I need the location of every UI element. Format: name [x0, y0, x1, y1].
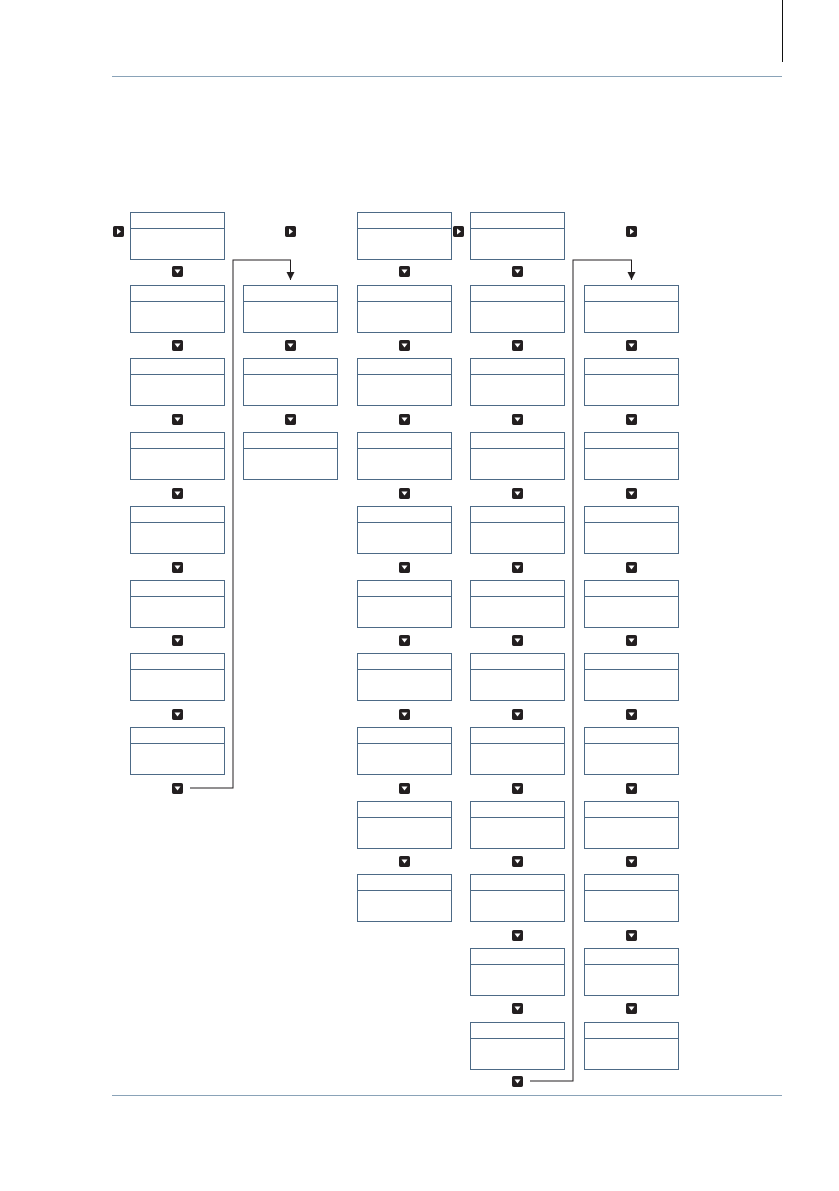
col-5-next-key-2	[626, 414, 637, 425]
col-4-display-screen-12	[470, 1022, 565, 1070]
col-1-display-screen-4	[130, 432, 225, 480]
display-divider	[585, 301, 678, 302]
display-divider	[471, 374, 564, 375]
col-3-next-key-8	[399, 783, 410, 794]
display-divider	[471, 596, 564, 597]
col-3-next-key-1	[399, 266, 410, 277]
col-4-next-key-5	[512, 562, 523, 573]
col-2-display-screen-1	[243, 285, 338, 333]
header-rule	[112, 76, 782, 77]
col-4-display-screen-5	[470, 506, 565, 554]
display-divider	[471, 964, 564, 965]
col-5-display-screen-1	[584, 285, 679, 333]
col-1-next-key-3	[172, 414, 183, 425]
col-5-display-screen-2	[584, 358, 679, 406]
col-1-display-screen-7	[130, 653, 225, 701]
display-divider	[471, 743, 564, 744]
col-3-display-screen-3	[357, 358, 452, 406]
col-3-display-screen-5	[357, 506, 452, 554]
display-divider	[131, 301, 224, 302]
col-5-next-key-8	[626, 856, 637, 867]
col-5-next-key-3	[626, 488, 637, 499]
display-divider	[358, 374, 451, 375]
col-1-next-key-7	[172, 709, 183, 720]
display-divider	[358, 596, 451, 597]
col-4-display-screen-9	[470, 801, 565, 849]
col-5-display-screen-6	[584, 653, 679, 701]
col-4-display-screen-11	[470, 948, 565, 996]
col-4-next-key-7	[512, 709, 523, 720]
col-1-enter-key-icon	[113, 226, 124, 237]
col-5-next-key-6	[626, 709, 637, 720]
col-1-display-screen-5	[130, 506, 225, 554]
display-divider	[131, 374, 224, 375]
display-divider	[471, 522, 564, 523]
col-1-display-screen-3	[130, 358, 225, 406]
display-divider	[471, 228, 564, 229]
footer-rule	[112, 1095, 782, 1096]
col-5-next-key-10	[626, 1003, 637, 1014]
col-1-to-col-2-connector-arrowhead	[287, 272, 295, 280]
col-1-next-key-5	[172, 562, 183, 573]
display-divider	[471, 817, 564, 818]
col-4-next-key-3	[512, 414, 523, 425]
col-4-next-key-10	[512, 930, 523, 941]
col-4-display-screen-3	[470, 358, 565, 406]
col-4-next-key-1	[512, 266, 523, 277]
display-divider	[244, 374, 337, 375]
col-4-to-col-5-connector-arrowhead	[628, 272, 636, 280]
col-4-display-screen-6	[470, 580, 565, 628]
col-4-next-key-4	[512, 488, 523, 499]
col-4-next-key-2	[512, 340, 523, 351]
display-divider	[471, 890, 564, 891]
display-divider	[585, 817, 678, 818]
col-4-next-key-9	[512, 856, 523, 867]
col-3-next-key-7	[399, 709, 410, 720]
col-4-display-screen-4	[470, 432, 565, 480]
col-1-next-key-2	[172, 340, 183, 351]
col-5-display-screen-9	[584, 874, 679, 922]
col-5-display-screen-11	[584, 1022, 679, 1070]
col-3-display-screen-7	[357, 653, 452, 701]
col-1-next-key-8	[172, 783, 183, 794]
col-2-enter-key-icon	[285, 226, 296, 237]
col-3-display-screen-6	[357, 580, 452, 628]
col-1-display-screen-6	[130, 580, 225, 628]
display-divider	[131, 669, 224, 670]
display-divider	[131, 522, 224, 523]
display-divider	[244, 448, 337, 449]
col-5-next-key-7	[626, 783, 637, 794]
display-divider	[358, 890, 451, 891]
col-5-next-key-4	[626, 562, 637, 573]
col-2-next-key-1	[285, 340, 296, 351]
col-1-display-screen-2	[130, 285, 225, 333]
col-5-display-screen-5	[584, 580, 679, 628]
col-3-display-screen-1	[357, 212, 452, 260]
col-5-next-key-9	[626, 930, 637, 941]
display-divider	[358, 522, 451, 523]
col-3-display-screen-9	[357, 801, 452, 849]
col-3-display-screen-2	[357, 285, 452, 333]
display-divider	[131, 228, 224, 229]
col-3-next-key-4	[399, 488, 410, 499]
display-divider	[244, 301, 337, 302]
display-divider	[585, 890, 678, 891]
col-4-next-key-6	[512, 635, 523, 646]
display-divider	[585, 964, 678, 965]
display-divider	[358, 301, 451, 302]
col-4-next-key-11	[512, 1003, 523, 1014]
col-5-next-key-5	[626, 635, 637, 646]
page-margin-line	[782, 0, 783, 62]
col-2-next-key-2	[285, 414, 296, 425]
col-5-display-screen-8	[584, 801, 679, 849]
col-4-display-screen-8	[470, 727, 565, 775]
display-divider	[585, 743, 678, 744]
col-3-next-key-5	[399, 562, 410, 573]
col-2-display-screen-3	[243, 432, 338, 480]
display-divider	[471, 448, 564, 449]
col-3-next-key-2	[399, 340, 410, 351]
display-divider	[131, 743, 224, 744]
col-1-display-screen-1	[130, 212, 225, 260]
display-divider	[358, 669, 451, 670]
display-divider	[471, 301, 564, 302]
col-1-next-key-6	[172, 635, 183, 646]
col-3-display-screen-4	[357, 432, 452, 480]
col-5-enter-key-icon	[626, 226, 637, 237]
display-divider	[471, 1038, 564, 1039]
col-3-display-screen-8	[357, 727, 452, 775]
col-2-display-screen-2	[243, 358, 338, 406]
col-5-display-screen-3	[584, 432, 679, 480]
col-3-next-key-3	[399, 414, 410, 425]
display-divider	[358, 817, 451, 818]
col-4-enter-key-icon	[453, 226, 464, 237]
col-5-display-screen-4	[584, 506, 679, 554]
display-divider	[585, 669, 678, 670]
display-divider	[585, 374, 678, 375]
display-divider	[585, 522, 678, 523]
col-5-next-key-1	[626, 340, 637, 351]
col-5-display-screen-10	[584, 948, 679, 996]
display-divider	[131, 596, 224, 597]
col-1-next-key-4	[172, 488, 183, 499]
display-divider	[585, 596, 678, 597]
col-4-next-key-12	[512, 1076, 523, 1087]
col-5-display-screen-7	[584, 727, 679, 775]
col-4-display-screen-7	[470, 653, 565, 701]
display-divider	[358, 228, 451, 229]
col-4-display-screen-2	[470, 285, 565, 333]
col-1-next-key-1	[172, 266, 183, 277]
display-divider	[585, 1038, 678, 1039]
display-divider	[471, 669, 564, 670]
col-4-display-screen-10	[470, 874, 565, 922]
display-divider	[358, 743, 451, 744]
col-3-next-key-9	[399, 856, 410, 867]
col-1-display-screen-8	[130, 727, 225, 775]
col-3-display-screen-10	[357, 874, 452, 922]
display-divider	[358, 448, 451, 449]
col-4-next-key-8	[512, 783, 523, 794]
display-divider	[585, 448, 678, 449]
display-divider	[131, 448, 224, 449]
col-3-next-key-6	[399, 635, 410, 646]
col-4-display-screen-1	[470, 212, 565, 260]
